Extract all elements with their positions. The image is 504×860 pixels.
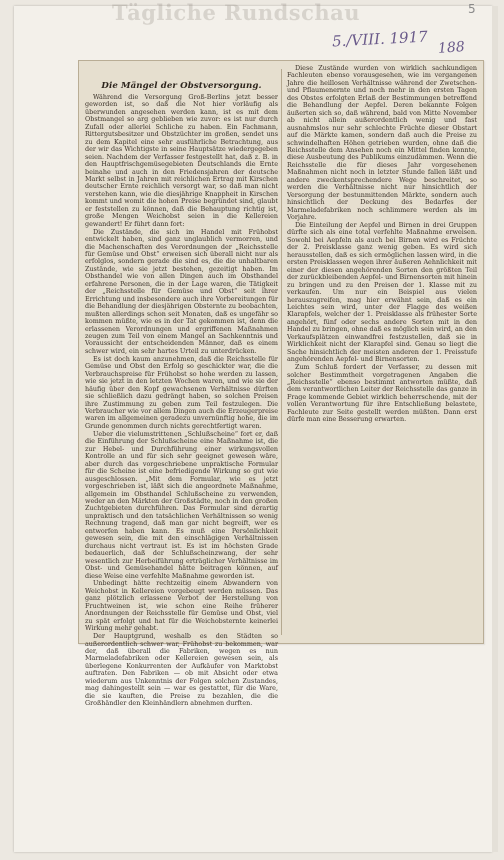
newspaper-clipping	[78, 60, 484, 708]
article-paragraph: Diese Zustände wurden von wirklich sachkundigen Fachleuten ebenso vorausgesehen, wie im vergangenen Jahre die heillosen Verhältnisse während der Zwetschen- und Pflaumenernte und noch mehr in den ersten Tagen des Obstes erfolgten Erlaß der Bestimmungen betreffend die Behandlung der Aepfel. Deren bekannte Folgen äußerten sich so, daß während, bald von Mitte November ab nicht allein außerordentlich wenig und fast ausnahmslos nur sehr schlechte Früchte dieser Obstart auf die Märkte kamen, sondern daß auch die Preise zu schwindelhaften Höhen getrieben wurden, ohne daß die Reichsstelle dem Ansehen noch ein Mittel finden konnte, diese Ausbeutung des Publikums einzudämmen. Wenn die Reichsstelle die für dieses Jahr vorgesehenen Maßnahmen nicht noch in letzter Stunde fallen läßt und andere zweckentsprechendere Wege beschreitet, so werden die Verhältnisse nicht nur hinsichtlich der Versorgung der bestunmittenden Märkte, sondern auch hinsichtlich der Deckung des Bedarfes der Marmeladefabriken noch schlimmere werden als im Vorjahre.	[287, 64, 477, 222]
article-paragraph: Während die Versorgung Groß-Berlins jetzt besser geworden ist, so daß die Not hier vorläufig als überwunden angesehen werden kann, ist es mit dem Obstmangel so arg geblieben wie zuvor: es ist nur durch Zufall oder allerlei Schliche zu haben. Ein Fachmann, Rittergutsbesitzer und Obstzüchter im großen, sendet uns zu dem Kapitel eine sehr ausführliche Betrachtung, aus der wir das Wichtigste in seine Hauptsätze wiedergegeben seien. Nachdem der Verfasser festgestellt hat, daß z. B. in den Hauptfrischgemüsegebieten Deutschlands die Ernte beinahe und auch in den Friedensjahren der deutsche Markt selbst in Jahren mit reichlichen Ertrag mit Kirschen deutscher Ernte reichlich versorgt war, so daß man nicht verstehen kann, wie die diesjährige Knappheit in Kirschen kommt und womit die hohen Preise begründet sind, glaubt er feststellen zu können, daß die Behauptung richtig ist, große Mengen Weichobst seien in die Kellereien gewandert! Er führt dann fort:	[85, 93, 278, 228]
article-right-column	[287, 65, 477, 647]
corner-mark: 5	[468, 2, 476, 16]
article-paragraph: Unbedingt hätte rechtzeitig einem Abwandern von Weichobst in Kellereien vorgebeugt werden müssen. Das ganz plötzlich erlassene Verbot der Herstellung von Fruchtweinen ist, wie schon eine Reihe früherer Anordnungen der Reichsstelle für Gemüse und Obst, viel zu spät erfolgt und hat für die Weichobsternte keinerlei Wirkung mehr gehabt.	[85, 579, 278, 633]
handwritten-date: 5./VIII. 1917	[331, 27, 429, 51]
newspaper-masthead: Tägliche Rundschau	[112, 0, 361, 25]
article-paragraph: Es ist doch kaum anzunehmen, daß die Reichsstelle für Gemüse und Obst den Erfolg so geschickter war, die die Verbrauchspreise für Frühobst so hohe werden zu lassen, wie sie jetzt in den letzten Wochen waren, und wie sie der häufig über den Kopf gewachsenen Verhältnisse dürften sie schließlich dazu gedrängt haben, so solchen Preisen ihre Zustimmung zu geben zum Teil festzulegen. Die Verbraucher wie vor allem Dingen auch die Erzeugerpreise waren im allgemeinen geradezu unvernünftig hohe, die im Grunde genommen durch nichts gerechtfertigt waren.	[85, 354, 278, 430]
article-paragraph: Die Einteilung der Aepfel und Birnen in drei Gruppen dürfte sich als eine total verfehlte Maßnahme erweisen. Sowohl bei Aepfeln als auch bei Birnen wird es Früchte der 2. Preisklasse ganz wenig geben. Es wird sich herausstellen, daß es sich ermöglichen lassen wird, in die ersten Preisklassen wegen ihrer äußeren Aehnlichkeit mit einer der diesen angehörenden Sorten den größten Teil der zurückbleibenden Aepfel- und Birnensorten mit hinein zu bringen und zu den Preisen der 1. Klasse mit zu verkaufen. Um nur ein Beispiel aus vielen herauszugreifen, mag hier erwähnt sein, daß es ein Leichtes sein wird, unter der Flagge des weißen Klarapfels, welcher der 1. Preisklasse als frühester Sorte angehört, fünf oder sechs andere Sorten mit in den Handel zu bringen, ohne daß es möglich sein wird, an den Verkaufsplätzen einwandfrei festzustellen, daß sie in Wirklichkeit nicht der Klarapfel sind. Genau so liegt die Sache hinsichtlich der meisten anderen der 1. Preisstufe angehörenden Aepfel- und Birnensorten.	[287, 221, 477, 364]
article-paragraph: Die Zustände, die sich im Handel mit Frühobst entwickelt haben, sind ganz unglaublich vermorren, und die Machenschaften des Verordnungen der „Reichsstelle für Gemüse und Obst“ erweisen sich überall nicht nur als erfolglos, sondern gerade die sind es, die die unhaltbaren Zustände, wie sie jetzt bestehen, gezeitigt haben. Im Obsthandel wie von allen Dingen auch im Obsthandel erfahrene Personen, die in der Lage waren, die Tätigkeit der „Reichsstelle für Gemüse und Obst“ seit ihrer Errichtung und insbesondere auch ihre Vorbereitungen für die Behandlung der diesjährigen Obsternte zu beobachten, mußten allerdings schon seit Monaten, daß es ungefähr so kommen müßte, wie es in der Tat gekommen ist, denn die erlassenen Verordnungen und ergriffenen Maßnahmen zeugen zum Teil von einem Mangel an Sachkenntnis und Voraussicht der entscheidenden Männer, daß es einem schwer wird, ein sehr hartes Urteil zu unterdrücken.	[85, 227, 278, 355]
article-left-column	[85, 67, 278, 708]
handwritten-page-number: 188	[437, 39, 466, 57]
article-paragraph: Zum Schluß fordert der Verfasser, zu dessen mit solcher Bestimmtheit vorgetragenen Angaben die „Reichsstelle“ ebenso bestimmt antworten müßte, daß dem verantwortlichen Leiter der Reichsstelle das ganze in Frage kommende Gebiet wirklich beherrschende, mit der vollen Verantwortung für ihre Entschließung belastete, Fachleute zur Seite gestellt werden müßten. Dann erst dürfe man eine Besserung erwarten.	[287, 363, 477, 424]
article-paragraph: Der Hauptgrund, weshalb es den Städten so außerordentlich schwer war, Frühobst zu bekommen, war der, daß überall die Fabriken, wegen es nun Marmeladefabriken oder Kellereien gewesen sein, als überlegene Konkurrenten der Aufkäufer von Marktobst auftraten. Den Fabriken — ob mit Absicht oder etwa wiederum aus Unkenntnis der Folgen solchen Zustandes, mag dahingestellt sein — war es gestattet, für die Ware, die sie kauften, die Preise zu bezahlen, die die Großhändler den Kleinhändlern abnehmen durften.	[85, 632, 278, 708]
article-title: Die Mängel der Obstversorgung.	[101, 81, 262, 91]
article-paragraph: Ueber die vielumstrittenen „Schlußscheine“ fort er, daß die Einführung der Schlußscheine eine Maßnahme ist, die zur Hebel- und Durchführung einer wirkungsvollen Kontrolle an und für sich sehr geeignet gewesen wäre, aber durch das vorgeschriebene unpraktische Formular für die Scheine ist eine befriedigende Wirkung so gut wie ausgeschlossen. „Mit dem Formular, wie es jetzt vorgeschrieben ist, läßt sich die angeordnete Maßnahme, allgemein im Obsthandel Schlußscheine zu verwenden, weder an den Märkten der Großstädte, noch in den großen Zuchtgebieten durchführen. Das Formular sind derartig unpraktisch und den tatsächlichen Verhältnissen so wenig Rechnung tragend, daß man gar nicht begreift, wer es entworfen haben kann. Es muß eine Persönlichkeit gewesen sein, die mit den einschlägigen Verhältnissen durchaus nicht vertraut ist. Es ist im höchsten Grade bedauerlich, daß der Schlußscheinzwang, der sehr wesentlich zur Herbeiführung erträglicher Verhältnisse im Obst- und Gemüsehandel hätte beitragen können, auf diese Weise eine verfehlte Maßnahme geworden ist.	[85, 429, 278, 580]
sheet-edge	[492, 6, 498, 852]
column-divider	[281, 69, 282, 635]
